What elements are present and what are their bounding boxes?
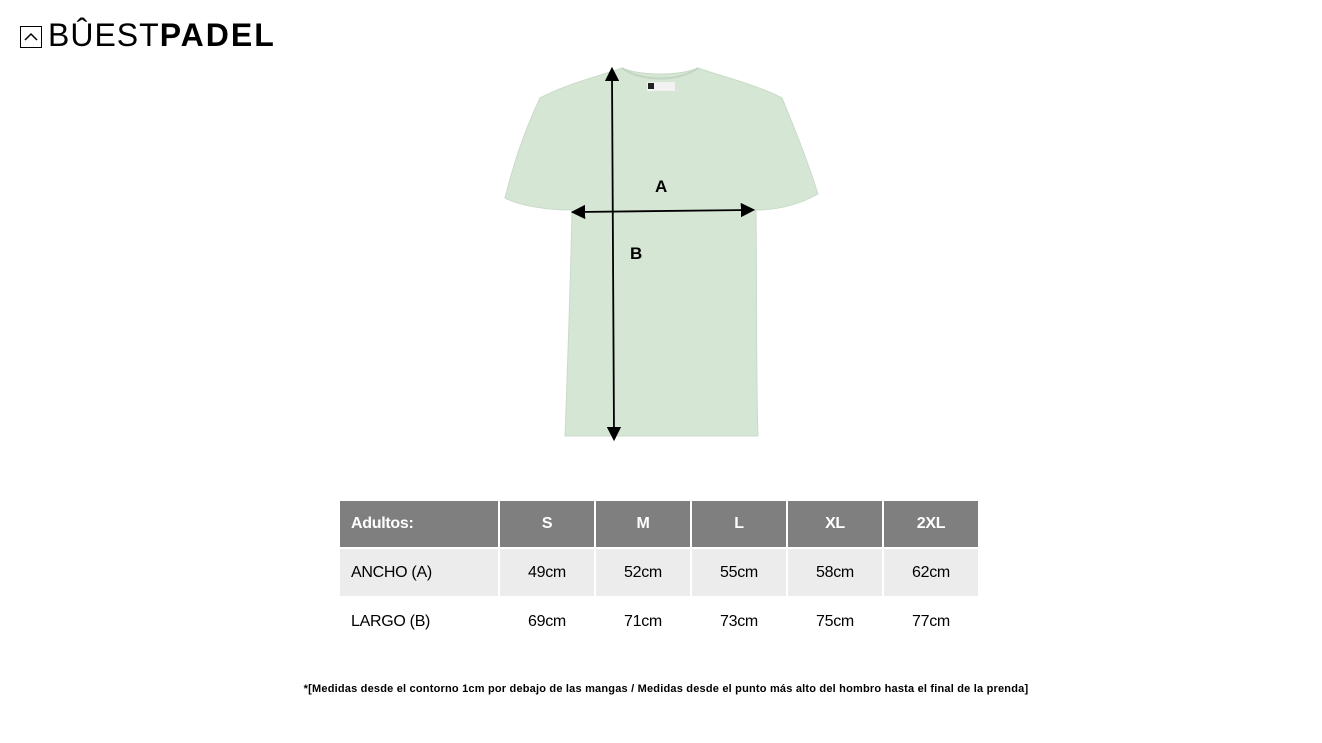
- table-cell: 49cm: [500, 549, 594, 596]
- size-table: [338, 499, 980, 647]
- table-cell: 55cm: [692, 549, 786, 596]
- logo-text-bold: PADEL: [159, 17, 276, 53]
- tshirt-shape: [505, 68, 818, 436]
- tshirt-svg: [500, 62, 820, 442]
- header-cell-xl: XL: [788, 501, 882, 547]
- table-cell: 52cm: [596, 549, 690, 596]
- header-cell-adultos: Adultos:: [340, 501, 498, 547]
- row-label-largo: LARGO (B): [351, 612, 431, 630]
- table-cell: 77cm: [912, 612, 950, 630]
- header-cell-m: M: [596, 501, 690, 547]
- row-label-ancho: ANCHO (A): [340, 549, 498, 596]
- logo-chevron-up-icon: [20, 26, 42, 48]
- size-table-header: [340, 501, 978, 547]
- brand-logo[interactable]: [20, 14, 276, 53]
- measure-label-b: B: [630, 244, 643, 263]
- table-row-ancho: [340, 549, 978, 596]
- logo-text-light: BÛEST: [48, 17, 160, 53]
- table-cell: 71cm: [624, 612, 662, 630]
- header-cell-l: L: [692, 501, 786, 547]
- table-cell: 75cm: [816, 612, 854, 630]
- table-cell: 69cm: [528, 612, 566, 630]
- header-cell-2xl: 2XL: [884, 501, 978, 547]
- header-cell-s: S: [500, 501, 594, 547]
- table-row-largo: [340, 598, 978, 645]
- table-cell: 62cm: [884, 549, 978, 596]
- table-cell: 58cm: [788, 549, 882, 596]
- measure-label-a: A: [655, 177, 668, 196]
- measurement-footnote: *[Medidas desde el contorno 1cm por debajo de las mangas / Medidas desde el punto más alto del hombro hasta el final de la prenda]: [303, 683, 1029, 695]
- tshirt-illustration: [500, 62, 820, 442]
- table-cell: 73cm: [720, 612, 758, 630]
